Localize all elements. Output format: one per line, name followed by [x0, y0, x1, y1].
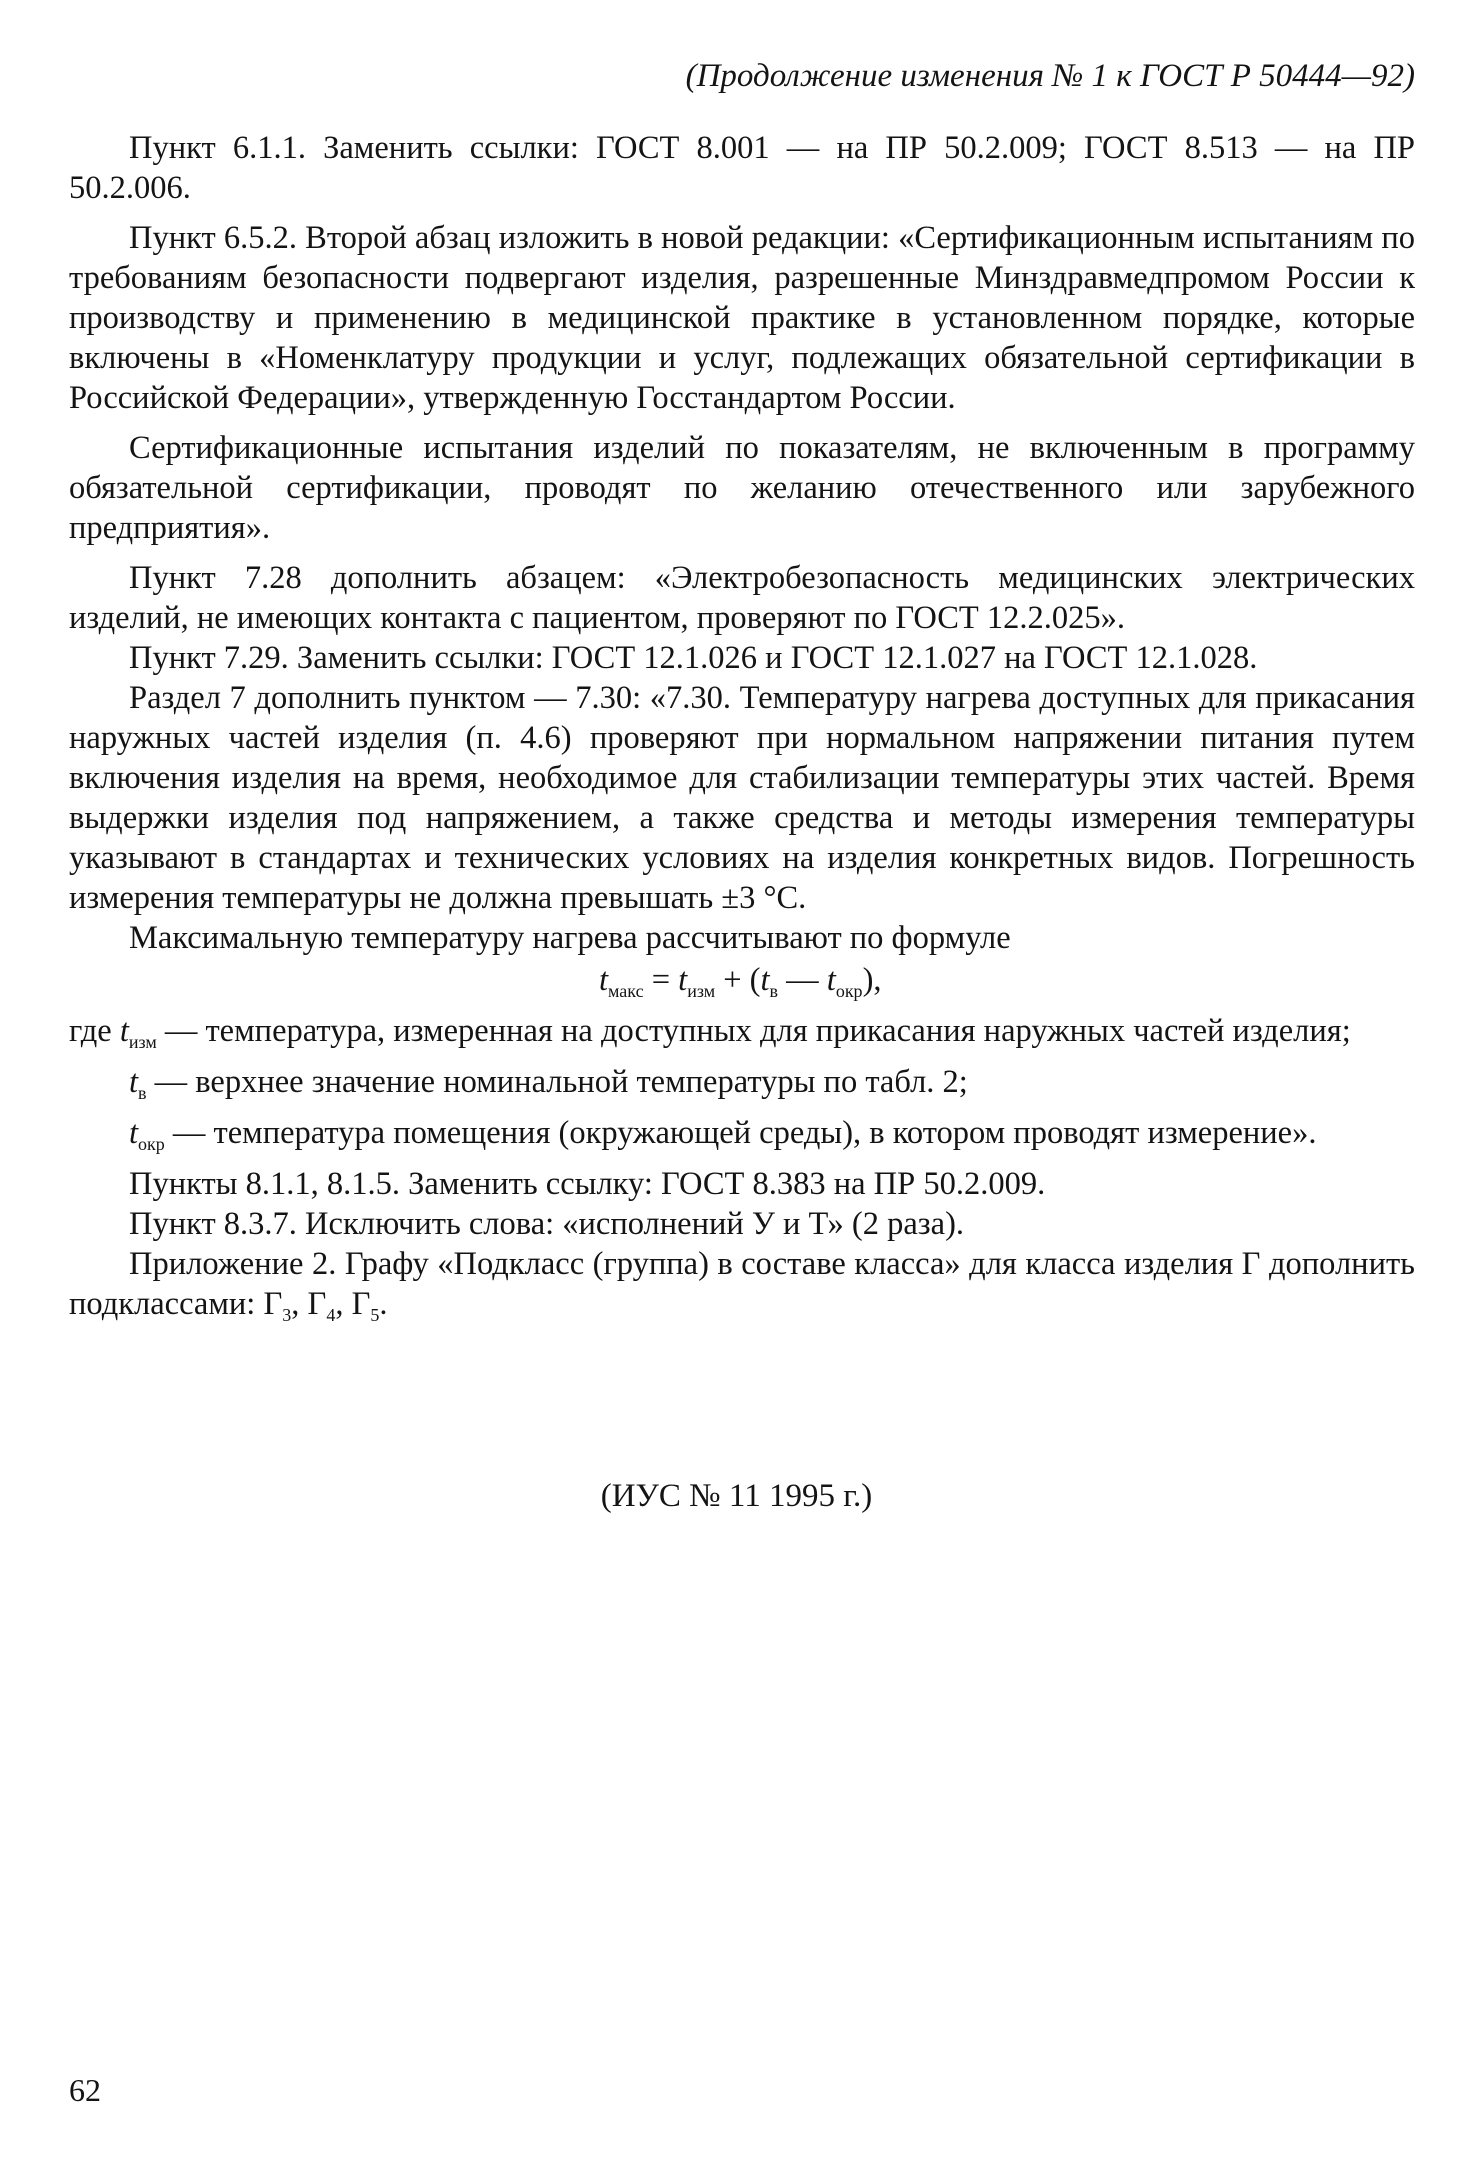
paragraph-6-1-1: Пункт 6.1.1. Заменить ссылки: ГОСТ 8.001 — на ПР 50.2.009; ГОСТ 8.513 — на ПР 50.2.006. — [69, 130, 1415, 206]
paragraph-8-1-1: Пункты 8.1.1, 8.1.5. Заменить ссылку: ГОСТ 8.383 на ПР 50.2.009. — [129, 1166, 1046, 1202]
definition-t-izm — [69, 1011, 1415, 1062]
page-number: 62 — [69, 2072, 101, 2108]
formula-plus: + ( — [715, 962, 761, 998]
def-sub-v: в — [138, 1083, 147, 1103]
subclass-g3: Г — [263, 1286, 283, 1322]
subclass-sub-5: 5 — [370, 1305, 380, 1325]
running-header: (Продолжение изменения № 1 к ГОСТ Р 50444—92) — [685, 58, 1415, 94]
def-t-okr: t — [129, 1115, 139, 1151]
paragraph-7-29: Пункт 7.29. Заменить ссылки: ГОСТ 12.1.026 и ГОСТ 12.1.027 на ГОСТ 12.1.028. — [129, 640, 1258, 676]
formula-t-okr: t — [826, 962, 836, 998]
subclass-sub-3: 3 — [282, 1305, 292, 1325]
subclass-end: . — [379, 1286, 388, 1322]
paragraph-appendix-2 — [69, 1244, 1415, 1335]
def-t-izm: t — [119, 1013, 129, 1049]
definition-t-okr — [69, 1113, 1415, 1164]
formula-sub-max: макс — [608, 981, 644, 1001]
paragraph-certification-tests: Сертификационные испытания изделий по показателям, не включенным в программу обязательной сертификации, проводят по желанию отечественного или зарубежного предприятия». — [69, 430, 1415, 546]
ius-citation: (ИУС № 11 1995 г.) — [600, 1478, 873, 1514]
where-label: где — [69, 1013, 120, 1049]
formula-equals: = — [643, 962, 679, 998]
paragraph-7-28: Пункт 7.28 дополнить абзацем: «Электробезопасность медицинских электрических изделий, не имеющих контакта с пациентом, проверяют по ГОСТ 12.2.025». — [69, 560, 1415, 636]
temperature-formula — [69, 960, 1415, 1011]
subclass-sub-4: 4 — [326, 1305, 336, 1325]
paragraph-8-3-7: Пункт 8.3.7. Исключить слова: «исполнений У и Т» (2 раза). — [129, 1206, 965, 1242]
paragraph-7-30: Раздел 7 дополнить пунктом — 7.30: «7.30. Температуру нагрева доступных для прикасания наружных частей изделия (п. 4.6) проверяют при нормальном напряжении питания путем включения изделия на время, необходимое для стабилизации температуры этих частей. Время выдержки изделия под напряжением, а также средства и методы измерения температуры указывают в стандартах и технических условиях на изделия конкретных видов. Погрешность измерения температуры не должна превышать ±3 °С. — [69, 680, 1415, 916]
formula-sub-izm: изм — [687, 981, 716, 1001]
def-sub-okr: окр — [138, 1134, 165, 1154]
subclass-g4: Г — [307, 1286, 327, 1322]
definition-t-v — [69, 1062, 1415, 1113]
subclass-sep-1: , — [291, 1286, 308, 1322]
appendix-text: Приложение 2. Графу «Подкласс (группа) в составе класса» для класса изделия Г дополнить подклассами: — [69, 1246, 1415, 1322]
def-text-v: — верхнее значение номинальной температуры по табл. 2; — [146, 1064, 968, 1100]
def-sub-izm: изм — [128, 1032, 157, 1052]
formula-t-v: t — [760, 962, 770, 998]
subclass-sep-2: , — [335, 1286, 352, 1322]
def-text-izm: — температура, измеренная на доступных для прикасания наружных частей изделия; — [156, 1013, 1351, 1049]
paragraph-formula-intro: Максимальную температуру нагрева рассчитывают по формуле — [129, 920, 1011, 956]
formula-sub-okr: окр — [835, 981, 863, 1001]
subclass-g5: Г — [351, 1286, 371, 1322]
formula-minus: — — [778, 962, 827, 998]
formula-t-max: t — [599, 962, 609, 998]
formula-close: ), — [862, 962, 882, 998]
paragraph-6-5-2: Пункт 6.5.2. Второй абзац изложить в новой редакции: «Сертификационным испытаниям по требованиям безопасности подвергают изделия, разрешенные Минздравмедпромом России к производству и применению в медицинской практике в установленном порядке, которые включены в «Номенклатуру продукции и услуг, подлежащих обязательной сертификации в Российской Федерации», утвержденную Госстандартом России. — [69, 220, 1415, 416]
def-text-okr: — температура помещения (окружающей среды), в котором проводят измерение». — [164, 1115, 1317, 1151]
def-t-v: t — [129, 1064, 139, 1100]
formula-sub-v: в — [769, 981, 779, 1001]
document-body — [69, 128, 1415, 1335]
formula-t-izm: t — [678, 962, 688, 998]
